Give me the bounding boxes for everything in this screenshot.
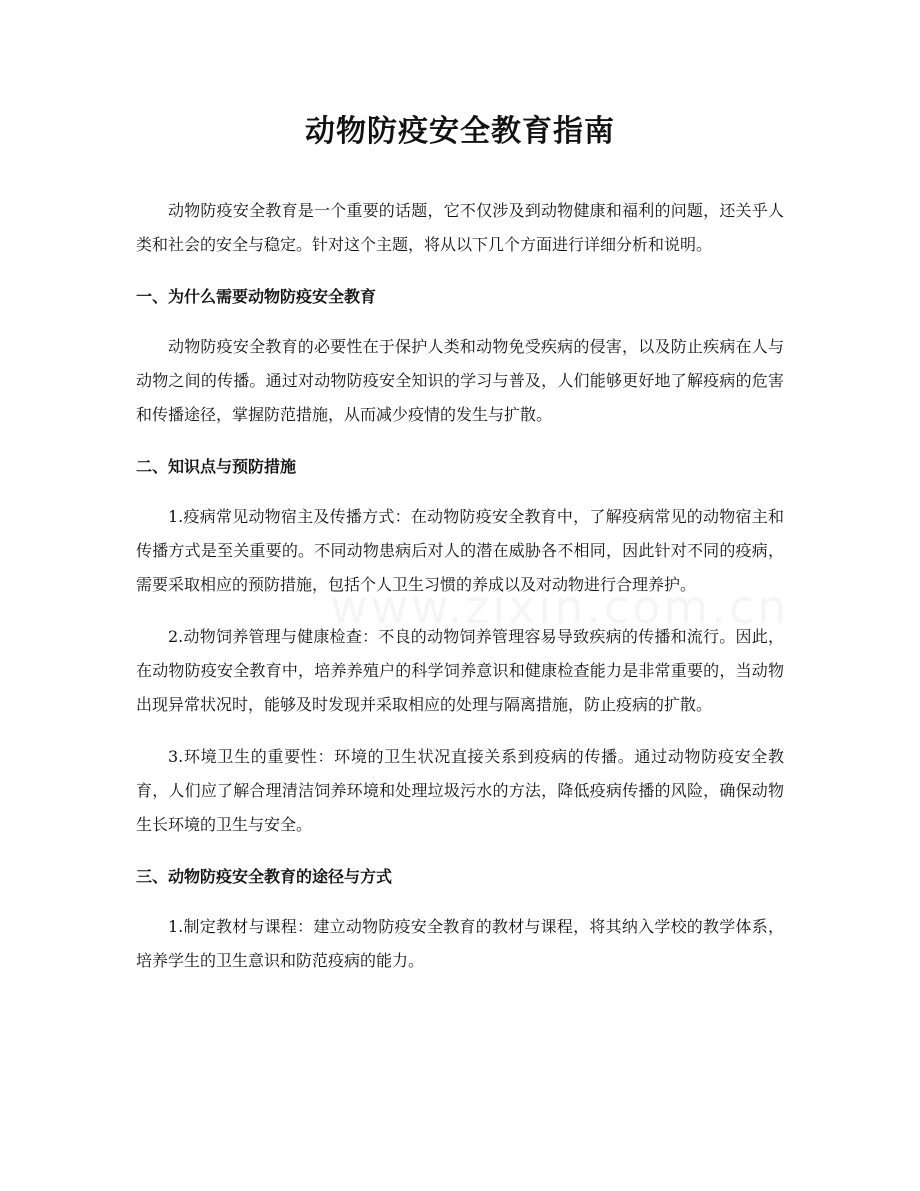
document-title: 动物防疫安全教育指南 xyxy=(305,114,615,149)
section-heading-3: 三、动物防疫安全教育的途径与方式 xyxy=(136,867,393,886)
section-heading-1: 一、为什么需要动物防疫安全教育 xyxy=(136,287,377,306)
section-3-paragraph-1: 1.制定教材与课程：建立动物防疫安全教育的教材与课程，将其纳入学校的教学体系，培养学生的卫生意识和防范疫病的能力。 xyxy=(136,917,784,970)
section-2-paragraph-3: 3.环境卫生的重要性：环境的卫生状况直接关系到疫病的传播。通过动物防疫安全教育，人们应了解合理清洁饲养环境和处理垃圾污水的方法，降低疫病传播的风险，确保动物生长环境的卫生与安全。 xyxy=(136,747,784,834)
intro-paragraph: 动物防疫安全教育是一个重要的话题，它不仅涉及到动物健康和福利的问题，还关乎人类和社会的安全与稳定。针对这个主题，将从以下几个方面进行详细分析和说明。 xyxy=(136,201,784,254)
section-1-paragraph-1: 动物防疫安全教育的必要性在于保护人类和动物免受疾病的侵害，以及防止疾病在人与动物之间的传播。通过对动物防疫安全知识的学习与普及，人们能够更好地了解疫病的危害和传播途径，掌握防范措施，从而减少疫情的发生与扩散。 xyxy=(136,337,784,424)
section-heading-2: 二、知识点与预防措施 xyxy=(136,457,297,476)
section-2-paragraph-1: 1.疫病常见动物宿主及传播方式：在动物防疫安全教育中，了解疫病常见的动物宿主和传播方式是至关重要的。不同动物患病后对人的潜在威胁各不相同，因此针对不同的疫病，需要采取相应的预防措施，包括个人卫生习惯的养成以及对动物进行合理养护。 xyxy=(136,507,784,594)
section-2-paragraph-2: 2.动物饲养管理与健康检查：不良的动物饲养管理容易导致疾病的传播和流行。因此，在动物防疫安全教育中，培养养殖户的科学饲养意识和健康检查能力是非常重要的，当动物出现异常状况时，能够及时发现并采取相应的处理与隔离措施，防止疫病的扩散。 xyxy=(136,627,784,714)
